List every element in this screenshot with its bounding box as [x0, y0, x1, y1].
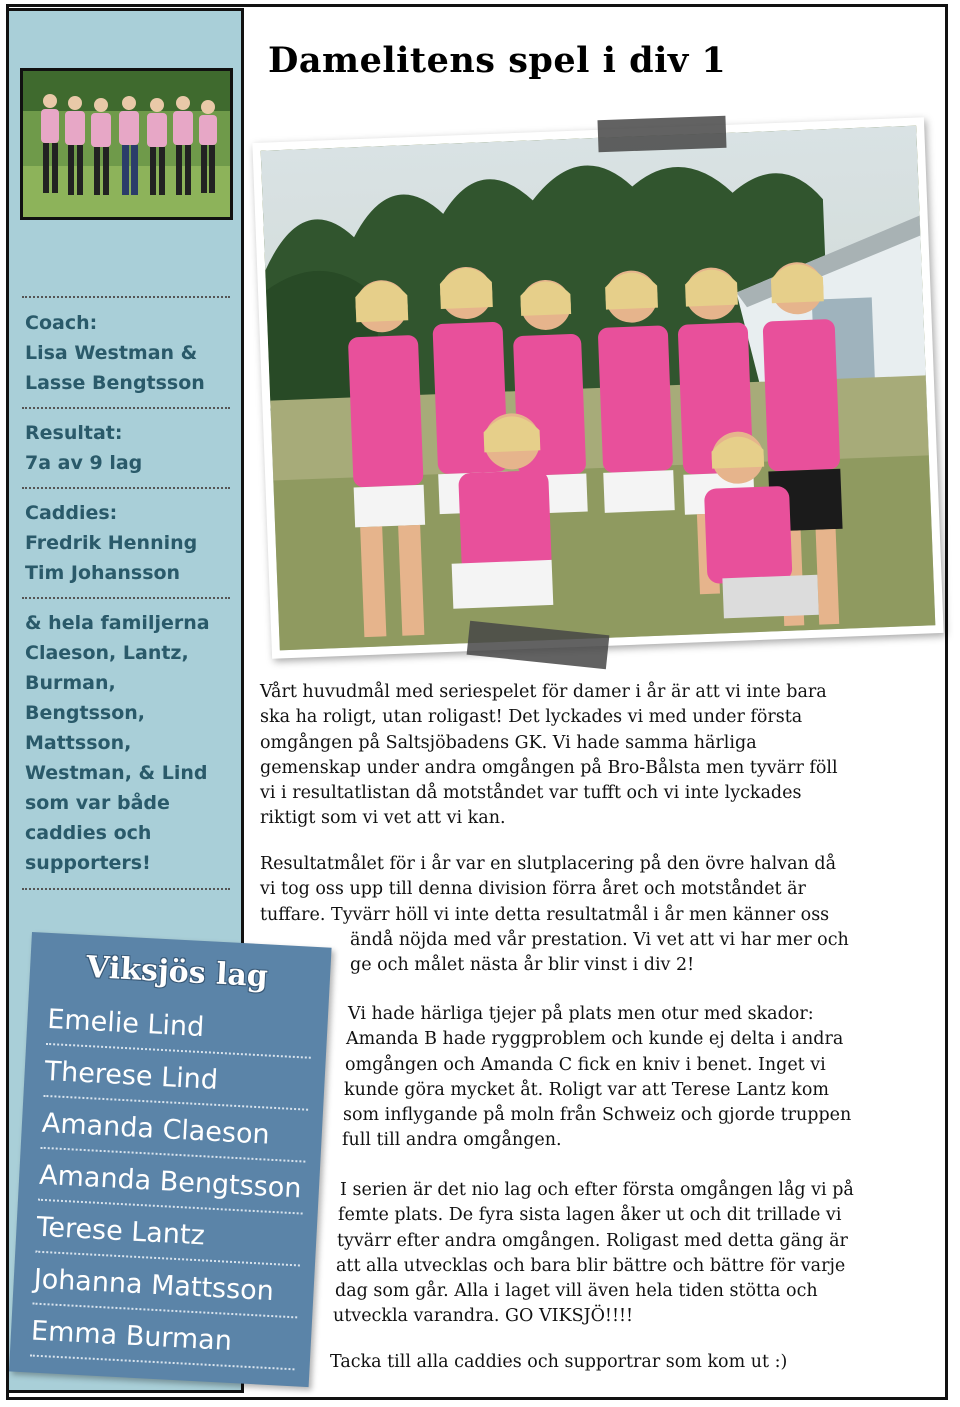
- caddie-name: Fredrik Henning: [25, 532, 198, 554]
- team-member: Amanda Bengtsson: [38, 1159, 305, 1215]
- team-member: Emelie Lind: [46, 1003, 313, 1059]
- text-line: ska ha roligt, utan roligast! Det lyckades vi med under första: [260, 707, 803, 728]
- paragraph-series: [333, 1178, 854, 1330]
- coach-section: [25, 308, 230, 398]
- text-line: omgången och Amanda C fick en kniv i benet. Inget vi: [345, 1054, 826, 1075]
- coach-name: Lisa Westman &: [25, 342, 198, 364]
- coach-label: Coach:: [25, 312, 98, 334]
- team-member: Terese Lantz: [35, 1211, 302, 1267]
- text-line: omgången på Saltsjöbadens GK. Vi hade samma härliga: [260, 732, 757, 753]
- text-line: vi tog oss upp till denna division förra året och motståndet är: [260, 879, 806, 900]
- families-line: caddies och: [25, 822, 152, 844]
- text-line: kunde göra mycket åt. Roligt var att Terese Lantz kom: [344, 1079, 829, 1100]
- team-member: Amanda Claeson: [41, 1107, 308, 1163]
- text-line: full till andra omgången.: [342, 1130, 562, 1151]
- sidebar-divider: [22, 487, 230, 489]
- sidebar-divider: [22, 888, 230, 890]
- sidebar-divider: [22, 597, 230, 599]
- result-section: [25, 418, 230, 478]
- team-member: Therese Lind: [43, 1055, 310, 1111]
- team-photo-illustration: [261, 126, 936, 651]
- families-line: som var både: [25, 792, 170, 814]
- text-line: I serien är det nio lag och efter första omgången låg vi på: [340, 1180, 854, 1200]
- text-line: utveckla varandra. GO VIKSJÖ!!!!: [333, 1306, 634, 1327]
- sidebar-divider: [22, 407, 230, 409]
- paragraph-goals: [260, 680, 838, 832]
- families-line: Mattsson,: [25, 732, 132, 754]
- text-line: riktigt som vi vet att vi kan.: [260, 808, 506, 829]
- families-line: Claeson, Lantz,: [25, 642, 189, 664]
- team-member: Johanna Mattsson: [33, 1263, 300, 1319]
- families-section: [25, 608, 230, 878]
- families-line: Westman, & Lind: [25, 762, 208, 784]
- text-line: vi i resultatlistan då motståndet var tufft och vi inte lyckades: [260, 783, 802, 804]
- families-line: Burman,: [25, 672, 116, 694]
- result-label: Resultat:: [25, 422, 123, 444]
- families-line: supporters!: [25, 852, 151, 874]
- families-line: & hela familjerna: [25, 612, 210, 634]
- team-roster-card: [9, 932, 332, 1387]
- team-member: Emma Burman: [30, 1315, 297, 1371]
- paragraph-injuries: [342, 1002, 852, 1154]
- sidebar-divider: [22, 296, 230, 298]
- families-line: Bengtsson,: [25, 702, 145, 724]
- text-line: som inflygande på moln från Schweiz och gjorde truppen: [343, 1105, 852, 1126]
- coach-name: Lasse Bengtsson: [25, 372, 205, 394]
- team-photo-image: [261, 126, 936, 651]
- caddies-section: [25, 498, 230, 588]
- result-value: 7a av 9 lag: [25, 452, 143, 474]
- text-line: Vårt huvudmål med seriespelet för damer i år är att vi inte bara: [260, 682, 827, 702]
- team-title: Viksjös lag: [85, 949, 269, 995]
- text-line: Amanda B hade ryggproblem och kunde ej delta i andra: [346, 1029, 844, 1050]
- team-group-photo-small: [20, 68, 233, 220]
- text-line: Resultatmålet för i år var en slutplacering på den övre halvan då: [260, 854, 837, 874]
- text-line: Vi hade härliga tjejer på plats men otur med skador:: [348, 1004, 814, 1024]
- team-photo: [252, 117, 943, 658]
- text-line: femte plats. De fyra sista lagen åker ut och dit trillade vi: [338, 1205, 842, 1226]
- paragraph-result: [260, 852, 849, 978]
- text-line: ge och målet nästa år blir vinst i div 2!: [350, 955, 695, 976]
- page-title: Damelitens spel i div 1: [268, 40, 727, 81]
- text-line: gemenskap under andra omgången på Bro-Bålsta men tyvärr föll: [260, 757, 838, 778]
- caddie-name: Tim Johansson: [25, 562, 181, 584]
- text-line: dag som går. Alla i laget vill även hela tiden stötta och: [335, 1281, 818, 1302]
- text-line: ändå nöjda med vår prestation. Vi vet att vi har mer och: [350, 929, 849, 950]
- tape-strip: [597, 116, 726, 152]
- text-line: tyvärr efter andra omgången. Roligast med detta gäng är: [337, 1230, 848, 1251]
- paragraph-thanks: Tacka till alla caddies och supportrar som kom ut :): [330, 1352, 788, 1372]
- group-photo-illustration: [23, 71, 230, 217]
- caddies-label: Caddies:: [25, 502, 118, 524]
- text-line: tuffare. Tyvärr höll vi inte detta resultatmål i år men känner oss: [260, 904, 830, 925]
- text-line: att alla utvecklas och bara blir bättre och bättre för varje: [336, 1255, 846, 1276]
